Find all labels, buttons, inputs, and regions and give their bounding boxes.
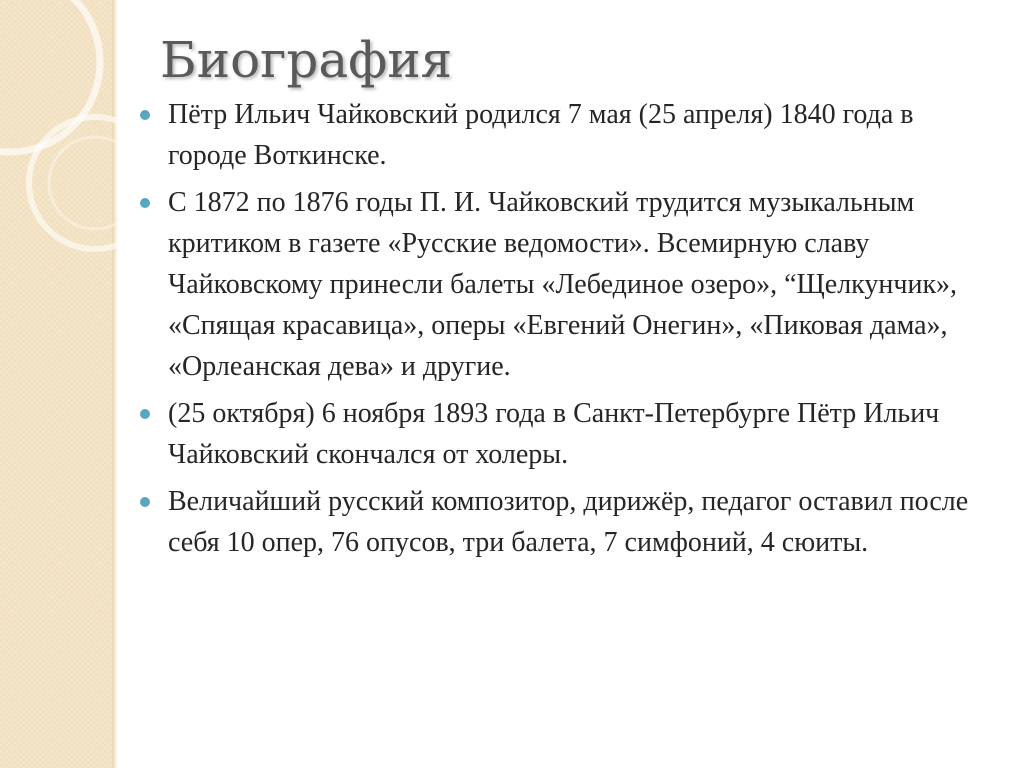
bullet-text: С 1872 по 1876 годы П. И. Чайковский трудится музыкальным критиком в газете «Русские ведомости». Всемирную славу Чайковскому принесли балеты «Лебединое озеро», “Щелкунчик», «Спящая красавица», оперы «Евгений Онегин», «Пиковая дама», «Орлеанская дева» и другие. — [168, 187, 958, 382]
bullet-dot-icon — [140, 110, 150, 120]
bullet-item-career — [168, 182, 998, 387]
bullet-item-birth — [168, 94, 998, 176]
bullet-dot-icon — [140, 409, 150, 419]
bullet-dot-icon — [140, 497, 150, 507]
decorative-ring-top — [0, 0, 100, 152]
bullet-text: Пётр Ильич Чайковский родился 7 мая (25 апреля) 1840 года в городе Воткинске. — [168, 99, 914, 171]
decorative-rings — [0, 0, 180, 260]
bullet-dot-icon — [140, 198, 150, 208]
bullet-item-legacy — [168, 481, 998, 563]
bullet-item-death — [168, 393, 998, 475]
bullet-text: (25 октября) 6 ноября 1893 года в Санкт-Петербурге Пётр Ильич Чайковский скончался от холеры. — [168, 398, 940, 470]
bullet-text: Величайший русский композитор, дирижёр, педагог оставил после себя 10 опер, 76 опусов, три балета, 7 симфоний, 4 сюиты. — [168, 486, 969, 558]
slide-title: Биография — [160, 31, 453, 89]
decorative-ring-inner — [49, 137, 141, 229]
bullet-list — [168, 94, 998, 569]
